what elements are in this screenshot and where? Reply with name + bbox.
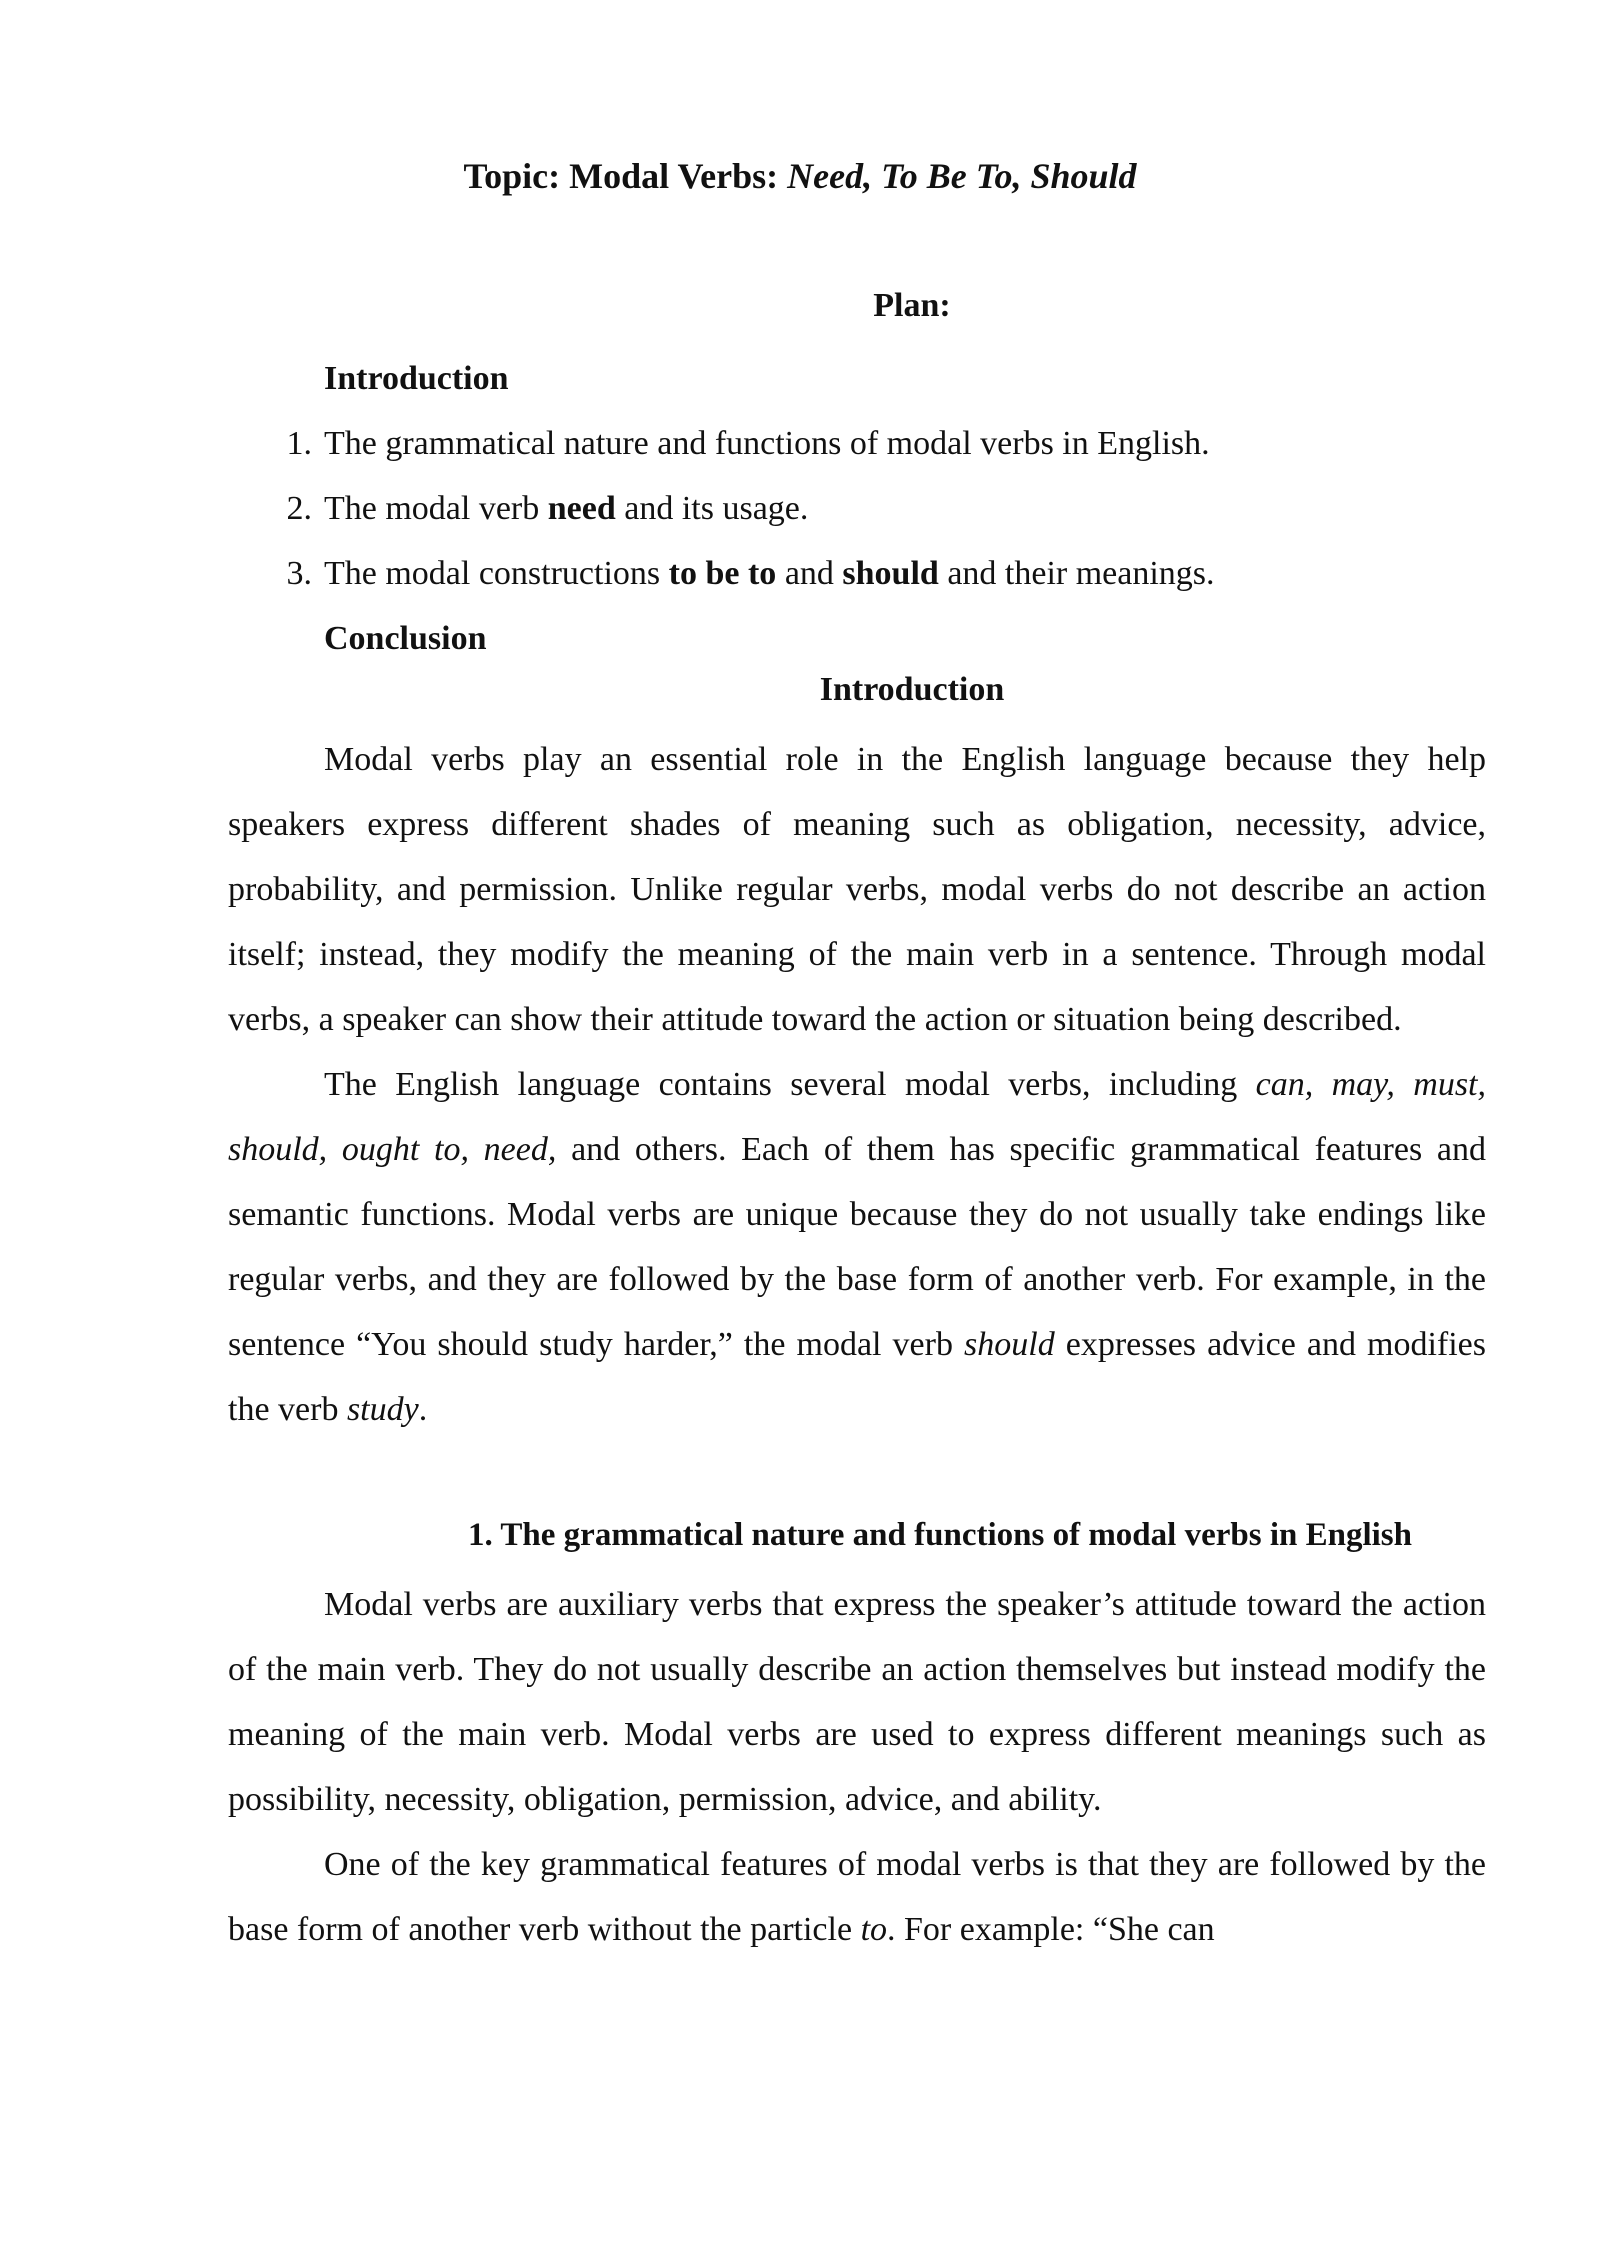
plan-item [228, 541, 1488, 606]
plan-item [228, 476, 1488, 541]
paragraph: Modal verbs play an essential role in the English language because they help speakers express different shades of meaning such as obligation, necessity, advice, probability, and permission. Unlike regular verbs, modal verbs do not describe an action itself; instead, they modify the meaning of the main verb in a sentence. Through modal verbs, a speaker can show their attitude toward the action or situation being described. [228, 741, 1486, 1038]
title-prefix: Topic: Modal Verbs: [463, 156, 788, 196]
introduction-body [228, 727, 1486, 1442]
plan-item [228, 411, 1488, 476]
plan-item-text: The grammatical nature and functions of modal verbs in English. [324, 425, 1210, 462]
plan-conclusion: Conclusion [324, 620, 487, 657]
plan-introduction: Introduction [324, 360, 509, 397]
paragraph: Modal verbs are auxiliary verbs that express the speaker’s attitude toward the action of the main verb. They do not usually describe an action themselves but instead modify the meaning of the main verb. Modal verbs are used to express different meanings such as possibility, necessity, obligation, permission, advice, and ability. [228, 1586, 1486, 1818]
plan-item-number: 1. [286, 425, 312, 462]
plan-list [228, 346, 1488, 671]
section-1-body [228, 1572, 1486, 1962]
paragraph: The English language contains several modal verbs, including can, may, must, should, ought to, need, and others. Each of them has specific grammatical features and semantic functions. Modal verbs are unique because they do not usually take endings like regular verbs, and they are followed by the base form of another verb. For example, in the sentence “You should study harder,” the modal verb should expresses advice and modifies the verb study. [228, 1066, 1487, 1428]
paragraph: One of the key grammatical features of modal verbs is that they are followed by the base form of another verb without the particle to. For example: “She can [228, 1846, 1486, 1948]
plan-heading: Plan: [873, 287, 951, 324]
section-1-heading: 1. The grammatical nature and functions of modal verbs in English [468, 1517, 1412, 1553]
title-italic: Need, To Be To, Should [787, 156, 1137, 196]
introduction-heading: Introduction [819, 671, 1005, 708]
plan-item-text: The modal verb need and its usage. [324, 490, 809, 527]
plan-item-number: 3. [286, 555, 312, 592]
plan-item-text: The modal constructions to be to and should and their meanings. [324, 555, 1215, 592]
document-title [0, 152, 1600, 200]
plan-item-number: 2. [286, 490, 312, 527]
